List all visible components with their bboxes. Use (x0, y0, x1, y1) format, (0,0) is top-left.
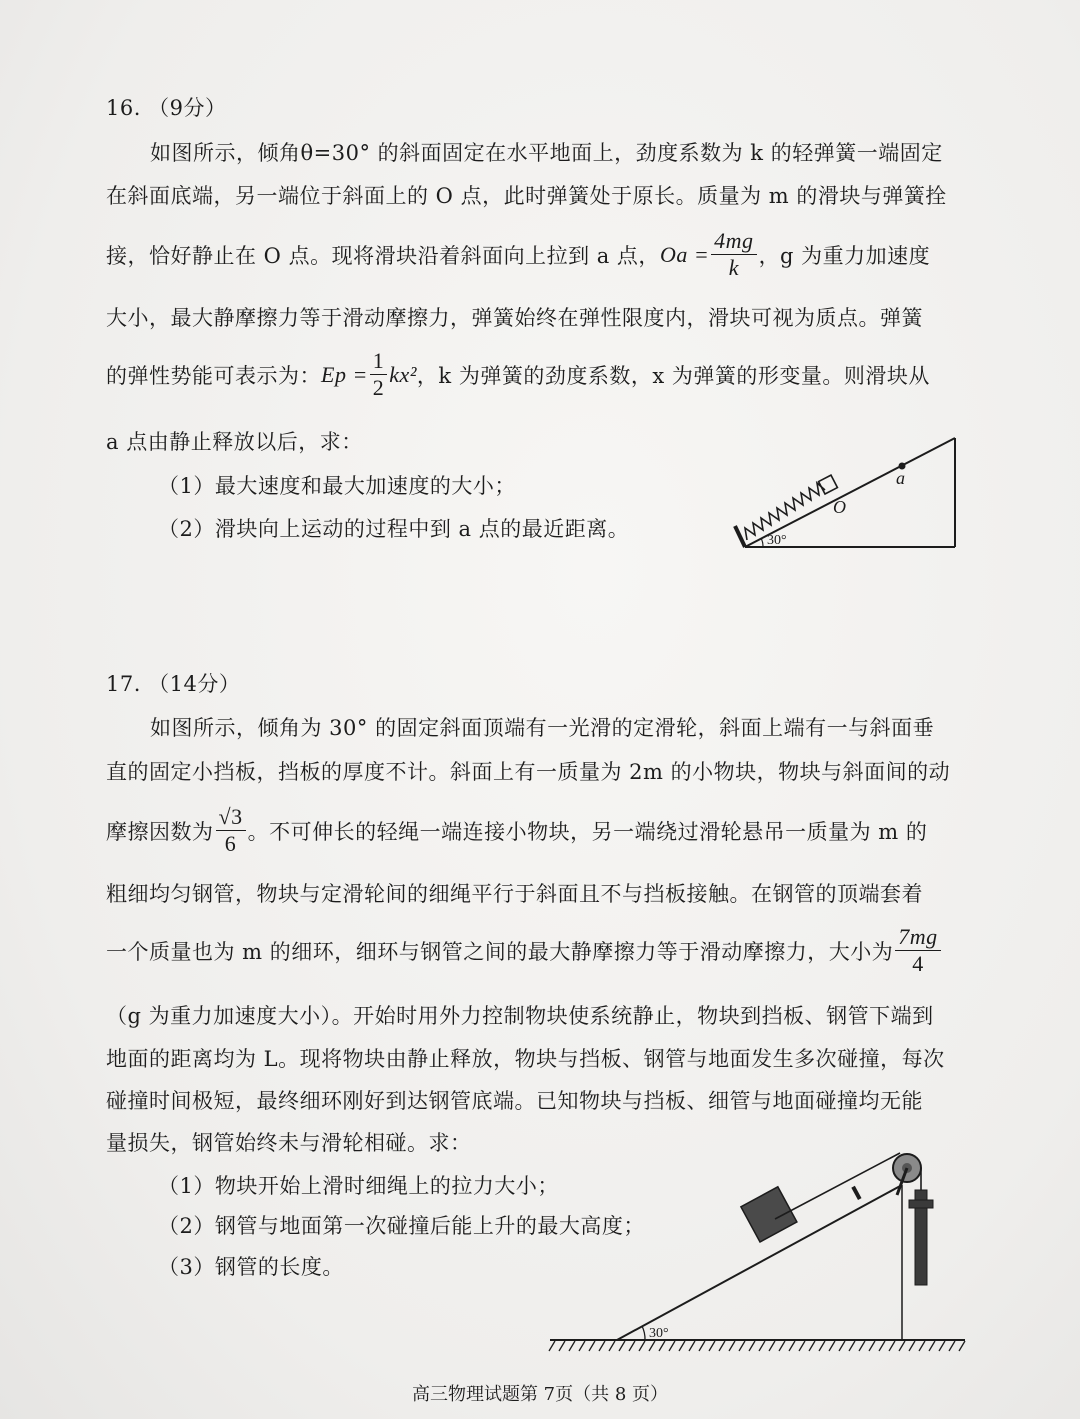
q16-line-1: 如图所示，倾角θ=30° 的斜面固定在水平地面上，劲度系数为 k 的轻弹簧一端固定 (150, 141, 943, 165)
q17-line-6: （g 为重力加速度大小）。开始时用外力控制物块使系统静止，物块到挡板、钢管下端到 (106, 1004, 934, 1028)
q17-question-3: （3）钢管的长度。 (158, 1255, 344, 1279)
ep-lhs: Ep = (321, 361, 368, 387)
q17-header (106, 668, 240, 698)
q17-line-3 (106, 804, 927, 857)
q17-line-4: 粗细均匀钢管，物块与定滑轮间的细绳平行于斜面且不与挡板接触。在钢管的顶端套着 (106, 882, 923, 906)
q16-line-6: a 点由静止释放以后，求： (106, 430, 363, 454)
point-o-label: O (833, 497, 846, 517)
q17-question-2: （2）钢管与地面第一次碰撞后能上升的最大高度； (158, 1214, 645, 1238)
q16-incline-figure (725, 430, 965, 555)
block-2m (741, 1187, 797, 1242)
q17-question-1: （1）物块开始上滑时细绳上的拉力大小； (158, 1174, 559, 1198)
page-footer: 高三物理试题第 7页（共 8 页） (411, 1384, 669, 1405)
q16-line-5-text: 的弹性势能可表示为： (106, 363, 321, 388)
thin-ring (909, 1200, 933, 1208)
angle-arc (642, 1326, 645, 1340)
f-num: 7mg (895, 924, 940, 951)
q17-line-5-text: 一个质量也为 m 的细环，细环与钢管之间的最大静摩擦力等于滑动摩擦力，大小为 (106, 939, 894, 964)
q16-angle-label: 30° (767, 533, 787, 548)
f-fraction (895, 924, 940, 977)
ep-fraction (370, 348, 388, 401)
slider-block (819, 475, 838, 494)
mu-fraction (216, 804, 246, 857)
oa-lhs: Oa = (659, 241, 710, 267)
oa-num: 4mg (711, 228, 756, 255)
ep-rhs: kx² (389, 361, 417, 387)
stopper-plate (851, 1186, 861, 1200)
q17-line-7: 地面的距离均为 L。现将物块由静止释放，物块与挡板、钢管与地面发生多次碰撞，每次 (106, 1047, 945, 1071)
oa-den: k (728, 255, 739, 280)
ep-num: 1 (370, 348, 388, 375)
incline-slope (745, 438, 955, 547)
q16-header (106, 92, 226, 122)
oa-fraction (711, 228, 756, 281)
q17-line-3-text: 摩擦因数为 (106, 819, 214, 844)
q17-line-5 (106, 924, 943, 977)
q16-line-3-text: 接，恰好静止在 O 点。现将滑块沿着斜面向上拉到 a 点， (106, 243, 660, 268)
q16-number: 16. (106, 96, 141, 120)
q16-line-5-tail: ，k 为弹簧的劲度系数，x 为弹簧的形变量。则滑块从 (416, 363, 930, 388)
q17-line-2: 直的固定小挡板，挡板的厚度不计。斜面上有一质量为 2m 的小物块，物块与斜面间的动 (106, 760, 951, 784)
q17-line-9: 量损失，钢管始终未与滑轮相碰。求： (106, 1131, 472, 1155)
q16-question-1: （1）最大速度和最大加速度的大小； (158, 474, 516, 498)
q17-line-3-tail: 。不可伸长的轻绳一端连接小物块，另一端绕过滑轮悬吊一质量为 m 的 (247, 819, 928, 844)
q16-line-2: 在斜面底端，另一端位于斜面上的 O 点，此时弹簧处于原长。质量为 m 的滑块与弹簧拴 (106, 184, 947, 208)
q16-line-4: 大小，最大静摩擦力等于滑动摩擦力，弹簧始终在弹性限度内，滑块可视为质点。弹簧 (106, 306, 923, 330)
q17-number: 17. (106, 672, 141, 696)
q16-question-2: （2）滑块向上运动的过程中到 a 点的最近距离。 (158, 517, 630, 541)
q17-line-8: 碰撞时间极短，最终细环刚好到达钢管底端。已知物块与挡板、细管与地面碰撞均无能 (106, 1089, 923, 1113)
ep-den: 2 (372, 375, 385, 400)
q17-pulley-figure (545, 1145, 970, 1365)
point-a-label: a (896, 468, 905, 488)
q17-line-1: 如图所示，倾角为 30° 的固定斜面顶端有一光滑的定滑轮，斜面上端有一与斜面垂 (150, 716, 935, 740)
q17-angle-label: 30° (649, 1326, 669, 1341)
mu-den: 6 (224, 831, 237, 856)
angle-arc (761, 538, 763, 547)
rope-to-pulley (775, 1153, 900, 1219)
q16-line-3 (106, 228, 930, 281)
q16-line-3-tail: ，g 为重力加速度 (758, 243, 931, 268)
f-den: 4 (912, 951, 924, 976)
q16-line-5 (106, 348, 930, 401)
spring-wall (735, 526, 745, 547)
q17-score: （14分） (148, 672, 241, 696)
q16-score: （9分） (148, 96, 227, 120)
ground-hatching (549, 1341, 965, 1351)
mu-num: √3 (216, 804, 246, 831)
